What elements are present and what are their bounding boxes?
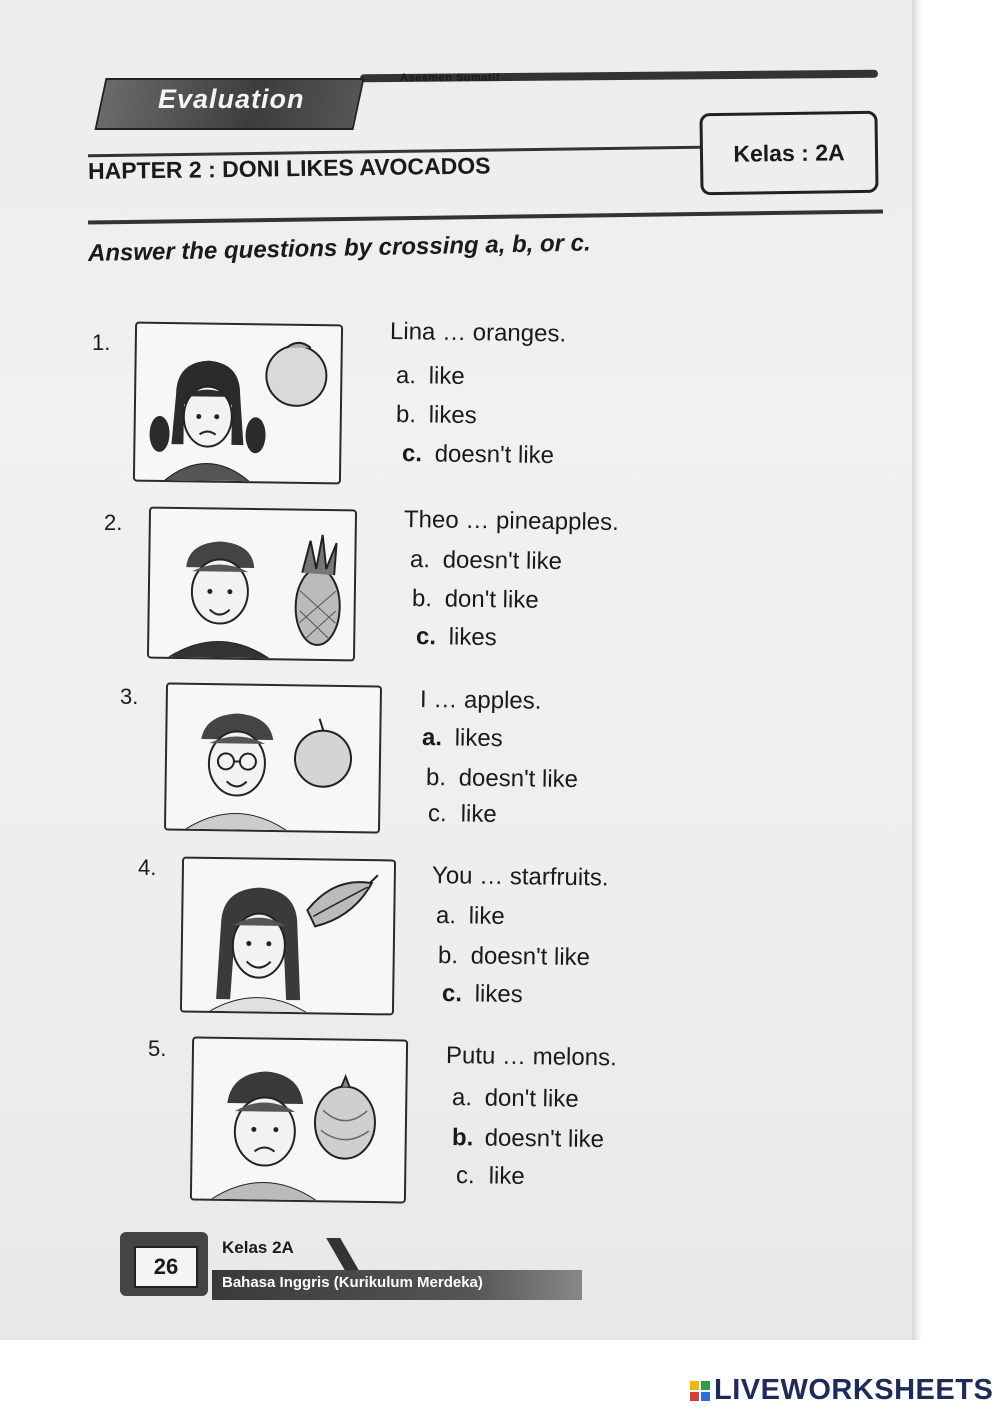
option-a[interactable] — [422, 724, 503, 753]
option-letter: a. — [435, 902, 457, 930]
option-letter: c. — [427, 800, 447, 828]
option-letter: a. — [421, 724, 443, 752]
question-number: 5. — [148, 1036, 167, 1061]
class-label: Kelas : 2A — [733, 138, 845, 167]
option-b[interactable] — [412, 585, 539, 615]
option-text: likes — [448, 623, 497, 652]
option-text: likes — [454, 724, 503, 753]
option-letter: b. — [437, 942, 459, 970]
option-a[interactable] — [452, 1084, 579, 1114]
option-letter: c. — [441, 980, 463, 1008]
class-box — [699, 111, 878, 195]
question-text: Theo … pineapples. — [403, 506, 619, 536]
page-edge — [912, 0, 922, 1340]
apple-icon — [166, 685, 380, 832]
option-letter: a. — [395, 362, 417, 390]
option-text: doesn't like — [458, 764, 579, 794]
option-letter: b. — [395, 401, 417, 429]
question-text: You … starfruits. — [431, 862, 609, 892]
question-number: 1. — [92, 330, 111, 355]
option-b[interactable] — [426, 764, 578, 794]
liveworksheets-logo-icon — [690, 1381, 710, 1401]
option-letter: a. — [451, 1084, 473, 1112]
logo-square — [701, 1381, 710, 1390]
option-letter: b. — [425, 764, 447, 792]
question-text: Putu … melons. — [445, 1042, 617, 1072]
logo-square — [690, 1381, 699, 1390]
question-picture — [147, 507, 357, 662]
question-picture — [133, 322, 343, 485]
option-text: doesn't like — [442, 546, 563, 576]
melon-icon — [192, 1039, 406, 1202]
option-c[interactable] — [402, 440, 554, 470]
option-letter: b. — [451, 1124, 474, 1152]
logo-square — [701, 1392, 710, 1401]
question-number: 3. — [120, 684, 139, 709]
option-text: don't like — [484, 1084, 579, 1113]
option-b[interactable] — [396, 401, 477, 430]
footer-class: Kelas 2A — [222, 1238, 294, 1257]
question-picture — [164, 682, 382, 833]
assessment-subtitle: Asesmen Sumatif — [400, 72, 500, 84]
option-text: like — [488, 1162, 525, 1190]
option-text: like — [460, 800, 497, 828]
option-letter: a. — [409, 546, 431, 574]
option-text: don't like — [444, 585, 539, 614]
option-c[interactable] — [416, 623, 497, 652]
option-b[interactable] — [438, 942, 590, 972]
chapter-title: HAPTER 2 : DONI LIKES AVOCADOS — [87, 152, 491, 184]
option-a[interactable] — [436, 902, 505, 931]
pineapple-icon — [149, 509, 355, 660]
page-number: 26 — [134, 1246, 198, 1288]
orange-icon — [135, 324, 341, 483]
question-text: I … apples. — [419, 686, 542, 715]
option-text: like — [468, 902, 505, 930]
question-number: 2. — [104, 510, 123, 535]
footer-subject: Bahasa Inggris (Kurikulum Merdeka) — [222, 1274, 483, 1291]
option-text: like — [428, 362, 465, 390]
question-picture — [190, 1037, 408, 1204]
option-letter: b. — [411, 585, 433, 613]
option-letter: c. — [401, 440, 423, 468]
option-letter: c. — [455, 1162, 475, 1190]
starfruit-icon — [182, 859, 394, 1014]
liveworksheets-logo — [690, 1374, 993, 1407]
option-text: doesn't like — [434, 440, 555, 470]
option-c[interactable] — [456, 1162, 525, 1191]
option-c[interactable] — [442, 980, 523, 1009]
instruction-text: Answer the questions by crossing a, b, or c. — [87, 229, 591, 267]
watermark-text: LIVEWORKSHEETS — [714, 1374, 994, 1406]
question-number: 4. — [138, 855, 157, 880]
option-text: likes — [428, 401, 477, 430]
option-text: doesn't like — [470, 942, 591, 972]
evaluation-badge: Evaluation — [158, 84, 305, 114]
option-text: likes — [474, 980, 523, 1009]
option-a[interactable] — [396, 362, 465, 391]
option-c[interactable] — [428, 800, 497, 829]
option-text: doesn't like — [484, 1124, 605, 1154]
option-letter: c. — [415, 623, 437, 651]
question-text: Lina … oranges. — [389, 318, 567, 348]
option-a[interactable] — [410, 546, 562, 576]
logo-square — [690, 1392, 699, 1401]
question-picture — [180, 857, 396, 1016]
option-b[interactable] — [452, 1124, 604, 1154]
